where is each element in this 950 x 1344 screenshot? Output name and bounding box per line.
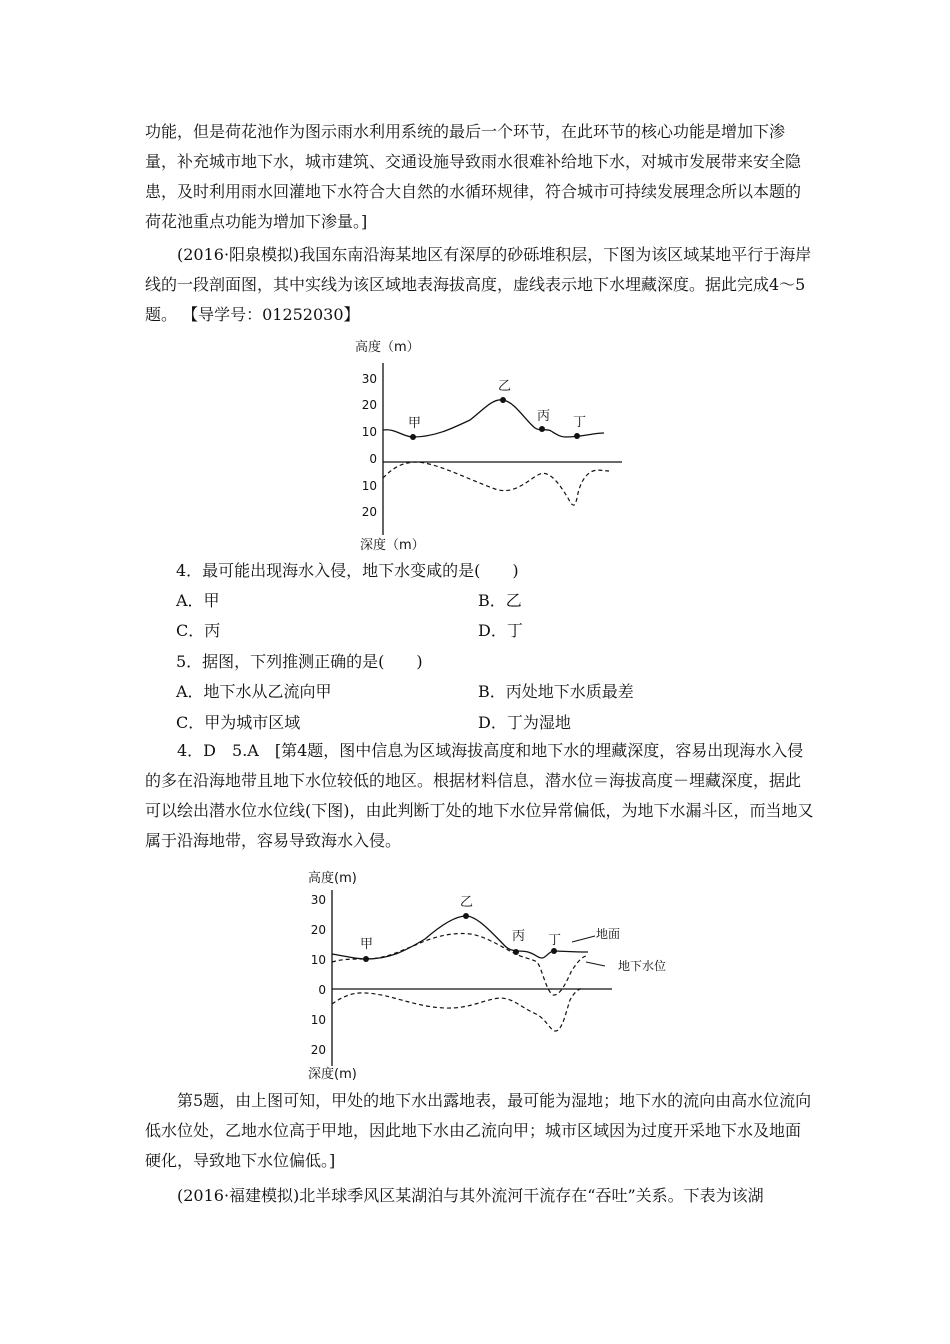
fig2-legend-water: 地下水位: [618, 959, 667, 973]
fig1-label-ding: 丁: [573, 415, 587, 430]
fig2-leader-ground: [572, 936, 595, 942]
fig2-tick-10: 10: [310, 953, 326, 967]
q4-option-d: D．丁: [478, 621, 523, 640]
fig2-point-jia: [363, 956, 369, 962]
answer-explanation-1: 4．D 5.A [第4题，图中信息为区域海拔高度和地下水的埋藏深度，容易出现海水入侵的多在沿海地带且地下水位较低的地区。根据材料信息，潜水位＝海拔高度－埋藏深度，据此可以绘出潜水位水位线(下图)，由此判断丁处的地下水位异常偏低，为地下水漏斗区，而当地又属于沿海地带，容易导致海水入侵。: [145, 741, 814, 850]
fig1-ylabel-top: 高度（m）: [355, 340, 420, 355]
fig2-tick-0: 0: [318, 983, 326, 997]
fig2-point-yi: [463, 913, 469, 919]
fig1-ylabel-bottom: 深度（m）: [360, 538, 425, 553]
fig2-tick-30: 30: [310, 893, 326, 907]
fig2-tick-20: 20: [310, 923, 326, 937]
q4-option-b: B．乙: [478, 591, 522, 610]
fig1-point-bing: [539, 426, 545, 432]
q4-option-a: A．甲: [176, 591, 220, 610]
paragraph-next-question: (2016·福建模拟)北半球季风区某湖泊与其外流河干流存在“吞吐”关系。下表为该湖: [177, 1186, 764, 1205]
fig1-label-jia: 甲: [408, 416, 422, 431]
fig2-ylabel-bottom: 深度(m): [308, 1067, 357, 1082]
fig2-leader-water: [586, 962, 605, 966]
q5-option-a: A．地下水从乙流向甲: [176, 682, 332, 701]
fig2-label-jia: 甲: [360, 937, 374, 952]
fig2-tick-10b: 10: [310, 1013, 326, 1027]
paragraph-prev-explanation: 功能，但是荷花池作为图示雨水利用系统的最后一个环节，在此环节的核心功能是增加下渗量，补充城市地下水，城市建筑、交通设施导致雨水很难补给地下水，对城市发展带来安全隐患，及时利用雨水回灌地下水符合大自然的水循环规律，符合城市可持续发展理念所以本题的荷花池重点功能为增加下渗量。]: [145, 122, 802, 231]
q4-option-c: C．丙: [176, 621, 221, 640]
fig1-tick-10b: 10: [361, 479, 377, 493]
q4-stem: 4．最可能出现海水入侵，地下水变咸的是( ): [176, 561, 519, 580]
fig2-point-ding: [551, 948, 557, 954]
fig2-point-bing: [513, 949, 519, 955]
fig2-water-depth-line: [332, 988, 583, 1031]
fig1-tick-0: 0: [369, 452, 377, 466]
q5-option-d: D．丁为湿地: [478, 713, 571, 732]
fig1-water-depth-line: [383, 462, 609, 505]
fig1-tick-20: 20: [361, 398, 377, 412]
fig1-label-bing: 丙: [537, 409, 551, 424]
fig1-tick-10: 10: [361, 425, 377, 439]
fig1-point-ding: [574, 433, 580, 439]
figure-profile-2: [300, 866, 667, 1086]
fig1-point-yi: [500, 397, 506, 403]
fig2-legend-ground: 地面: [596, 927, 621, 941]
fig2-tick-20b: 20: [310, 1043, 326, 1057]
q5-option-c: C．甲为城市区域: [176, 713, 301, 732]
figure-profile-1: [355, 338, 630, 553]
answer-explanation-2: 第5题，由上图可知，甲处的地下水出露地表，最可能为湿地；地下水的流向由高水位流向低水位处，乙地水位高于甲地，因此地下水由乙流向甲；城市区域因为过度开采地下水及地面硬化，导致地下水位偏低。]: [145, 1091, 812, 1170]
fig2-ylabel-top: 高度(m): [308, 871, 357, 886]
fig1-label-yi: 乙: [498, 379, 512, 394]
fig1-tick-30: 30: [361, 372, 377, 386]
paragraph-question-intro: (2016·阳泉模拟)我国东南沿海某地区有深厚的砂砾堆积层，下图为该区域某地平行于海岸线的一段剖面图，其中实线为该区域地表海拔高度，虚线表示地下水埋藏深度。据此完成4～5题。 【导学号：01252030】: [145, 245, 812, 324]
fig2-label-bing: 丙: [512, 929, 526, 944]
fig1-tick-20b: 20: [361, 505, 377, 519]
fig1-point-jia: [410, 434, 416, 440]
q5-stem: 5．据图，下列推测正确的是( ): [176, 652, 423, 671]
fig2-label-ding: 丁: [548, 933, 562, 948]
q5-option-b: B．丙处地下水质最差: [478, 682, 634, 701]
fig2-label-yi: 乙: [460, 895, 474, 910]
